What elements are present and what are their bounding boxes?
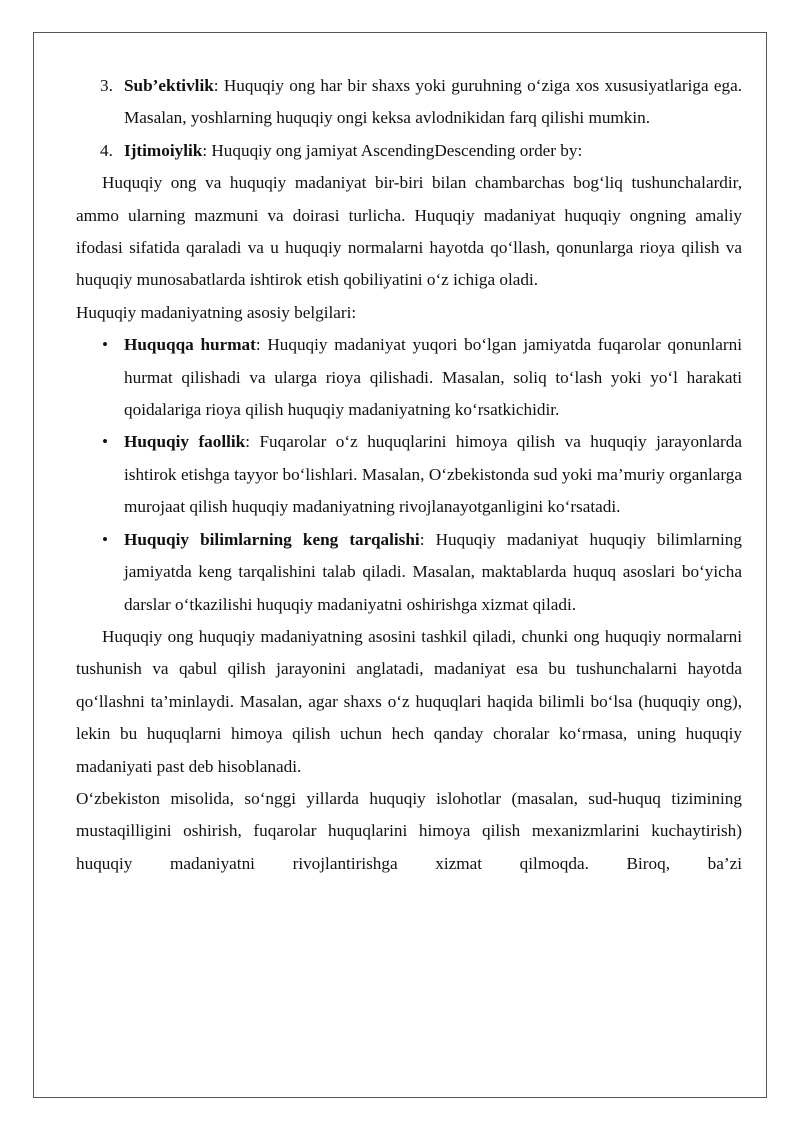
item-text: : Huquqiy madaniyat huquqiy bilimlarning jamiyatda keng tarqalishini talab qiladi. Masalan, maktablarda huquq asoslari bo‘yicha darslar o‘tkazilishi huquqiy madaniyatni oshirishga xizmat qiladi. — [124, 529, 742, 614]
bullet-item — [76, 329, 742, 426]
bullet-icon: • — [102, 529, 109, 549]
item-text: : Huquqiy madaniyat yuqori bo‘lgan jamiyatda fuqarolar qonunlarni hurmat qilishadi va ularga rioya qilishadi. Masalan, soliq to‘lash yoki yo‘l harakati qoidalariga rioya qilish huquqiy madaniyatning ko‘rsatkichidir. — [124, 335, 742, 420]
item-text: : Fuqarolar o‘z huquqlarini himoya qilish va huquqiy jarayonlarda ishtirok etishga tayyor bo‘lishlari. Masalan, O‘zbekistonda sud yoki ma’muriy organlarga murojaat qilish huquqiy madaniyatning rivojlanayotganligini ko‘rsatadi. — [124, 432, 742, 517]
numbered-item-4 — [76, 135, 742, 167]
list-heading: Huquqiy madaniyatning asosiy belgilari: — [76, 302, 357, 322]
bullet-icon: • — [102, 432, 109, 452]
item-number: 3. — [100, 76, 113, 95]
item-term: Huquqqa hurmat — [124, 335, 256, 355]
numbered-item-3 — [76, 70, 742, 135]
item-number: 4. — [100, 140, 113, 160]
item-term: Huquqiy faollik — [124, 432, 246, 452]
bullet-icon: • — [102, 335, 109, 355]
item-text: : Huquqiy ong har bir shaxs yoki guruhning o‘ziga xos xususiyatlariga ega. Masalan, yoshlarning huquqiy ongi keksa avlodnikidan farq qilishi mumkin. — [124, 76, 742, 128]
item-term: Ijtimoiylik — [124, 140, 203, 160]
paragraph: Huquqiy ong va huquqiy madaniyat bir-biri bilan chambarchas bog‘liq tushunchalardir, ammo ularning mazmuni va doirasi turlicha. Huquqiy madaniyat huquqiy ongning amaliy ifodasi sifatida qaraladi va u huquqiy normalarni hayotda qo‘llash, qonunlarga rioya qilish va huquqiy munosabatlarda ishtirok etish qobiliyatini o‘z ichiga oladi. — [76, 173, 742, 290]
item-term: Sub’ektivlik — [124, 76, 214, 95]
bullet-item — [76, 524, 742, 621]
item-term: Huquqiy bilimlarning keng tarqalishi — [124, 529, 420, 549]
document-body — [76, 70, 742, 880]
bullet-item — [76, 426, 742, 523]
item-text: : Huquqiy ong jamiyat AscendingDescending order by: — [202, 140, 583, 160]
paragraph: Huquqiy ong huquqiy madaniyatning asosini tashkil qiladi, chunki ong huquqiy normalarni tushunish va qabul qilish jarayonini anglatadi, madaniyat esa bu tushunchalarni hayotda qo‘llashni ta’minlaydi. Masalan, agar shaxs o‘z huquqlari haqida bilimli bo‘lsa (huquqiy ong), lekin bu huquqlarni himoya qilish uchun hech qanday choralar ko‘rmasa, uning huquqiy madaniyati past deb hisoblanadi. — [76, 626, 742, 776]
paragraph: O‘zbekiston misolida, so‘nggi yillarda huquqiy islohotlar (masalan, sud-huquq tizimining mustaqilligini oshirish, fuqarolar huquqlarini himoya qilish mexanizmlarini kuchaytirish) huquqiy madaniyatni rivojlantirishga xizmat qilmoqda. Biroq, ba’zi — [76, 788, 742, 873]
